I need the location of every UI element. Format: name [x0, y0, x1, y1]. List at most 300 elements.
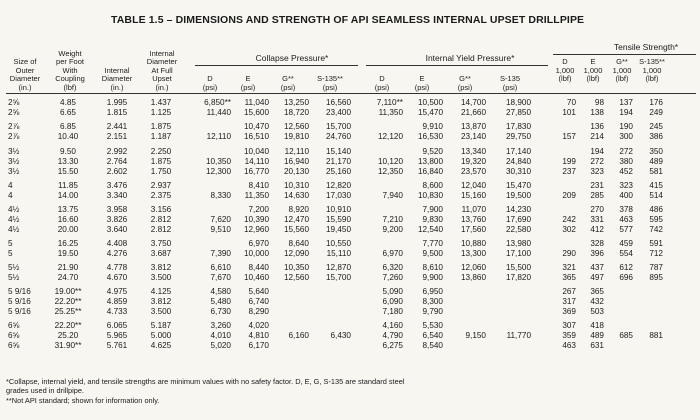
- cell-size: 5½: [8, 273, 20, 282]
- id-header-line: Internal: [104, 65, 130, 75]
- cell-yE: 9,910: [422, 122, 443, 131]
- cell-cE: 6,170: [248, 341, 269, 350]
- size-header-line: Outer: [15, 65, 35, 75]
- cell-tG: 190: [619, 122, 633, 131]
- cell-upset: 3.687: [150, 249, 172, 258]
- cell-cS: 21,170: [325, 157, 351, 166]
- footnote-1: *Collapse, internal yield, and tensile strengths are minimum values with no safety factor. D, E, G, S-135 are standard steel: [6, 377, 405, 386]
- tensile-col-header-1: (lbf): [586, 74, 600, 83]
- cell-size: 2⅞: [8, 122, 20, 131]
- cell-yE: 9,830: [422, 215, 443, 224]
- cell-id: 2.151: [106, 132, 128, 141]
- cell-cE: 11,350: [244, 191, 269, 200]
- cell-tG: 380: [619, 157, 633, 166]
- cell-cS: 23,400: [325, 108, 351, 117]
- cell-cE: 14,110: [244, 157, 269, 166]
- cell-tG: 300: [619, 132, 633, 141]
- cell-cE: 12,960: [243, 225, 269, 234]
- cell-tE: 285: [590, 191, 604, 200]
- cell-tS: 350: [649, 147, 663, 156]
- cell-tE: 418: [590, 321, 604, 330]
- cell-weight: 22.20**: [54, 321, 82, 330]
- cell-yE: 7,770: [422, 239, 443, 248]
- cell-tS: 245: [649, 122, 663, 131]
- cell-weight: 10.40: [57, 132, 79, 141]
- cell-yE: 5,530: [422, 321, 443, 330]
- cell-upset: 3.500: [150, 307, 172, 316]
- cell-id: 5.761: [106, 341, 128, 350]
- cell-tS: 489: [649, 157, 663, 166]
- yield-col-header-3: (psi): [502, 82, 518, 92]
- cell-size: 2⅝: [8, 108, 20, 117]
- cell-tG: 577: [619, 225, 633, 234]
- cell-tD: 242: [562, 215, 576, 224]
- cell-tG: 452: [619, 167, 633, 176]
- cell-cG: 20,130: [283, 167, 309, 176]
- tensile-col-header-1: 1,000: [583, 65, 603, 75]
- cell-yD: 5,090: [382, 287, 403, 296]
- cell-yG: 13,860: [460, 273, 486, 282]
- cell-yD: 4,790: [382, 331, 403, 340]
- cell-size: 5: [8, 249, 13, 258]
- cell-yD: 7,110**: [376, 98, 403, 107]
- cell-yD: 6,970: [382, 249, 403, 258]
- cell-size: 3½: [8, 167, 20, 176]
- internal-yield-header: Internal Yield Pressure*: [425, 53, 515, 63]
- collapse-col-header-1: (psi): [240, 82, 256, 92]
- cell-tS: 595: [649, 215, 663, 224]
- cell-size: 6⅝: [8, 331, 20, 340]
- tensile-col-header-2: 1,000: [612, 65, 632, 75]
- cell-yE: 12,540: [417, 225, 443, 234]
- cell-cD: 6,730: [210, 307, 231, 316]
- footnote-1-cont: grades used in drillpipe.: [6, 386, 85, 395]
- cell-cE: 10,470: [243, 122, 269, 131]
- id-header-line: Diameter: [101, 74, 133, 83]
- cell-yE: 8,540: [422, 341, 443, 350]
- yield-col-header-1: E: [419, 74, 425, 83]
- tensile-col-header-3: (lbf): [645, 74, 659, 83]
- size-header-line: (in.): [18, 82, 32, 92]
- cell-yE: 6,540: [422, 331, 443, 340]
- cell-cS: 12,820: [325, 181, 351, 190]
- collapse-col-header-2: G**: [282, 74, 294, 83]
- cell-weight: 4.85: [60, 98, 76, 107]
- weight-header-line: per Foot: [56, 57, 84, 66]
- collapse-col-header-2: (psi): [280, 82, 296, 92]
- cell-id: 4.408: [106, 239, 128, 248]
- cell-yG: 13,760: [460, 215, 486, 224]
- cell-weight: 13.75: [57, 205, 79, 214]
- cell-cE: 16,770: [243, 167, 269, 176]
- cell-yD: 7,180: [382, 307, 403, 316]
- cell-yS: 18,900: [505, 98, 531, 107]
- collapse-col-header-3: S-135**: [317, 74, 343, 83]
- cell-cG: 8,920: [288, 205, 309, 214]
- cell-cE: 11,040: [244, 98, 269, 107]
- cell-cG: 13,250: [283, 98, 309, 107]
- cell-weight: 31.90**: [54, 341, 82, 350]
- cell-id: 3.640: [106, 225, 128, 234]
- cell-size: 4: [8, 181, 13, 190]
- cell-cS: 25,160: [325, 167, 351, 176]
- cell-weight: 11.85: [58, 181, 78, 190]
- cell-id: 1.995: [106, 98, 128, 107]
- cell-weight: 16.25: [57, 239, 79, 248]
- cell-yG: 15,160: [460, 191, 486, 200]
- cell-tE: 272: [590, 157, 604, 166]
- cell-yE: 6,950: [422, 287, 443, 296]
- cell-tS: 591: [649, 239, 663, 248]
- cell-tD: 317: [562, 297, 576, 306]
- cell-size: 5 9/16: [8, 307, 31, 316]
- cell-cE: 10,390: [243, 215, 269, 224]
- cell-yE: 8,610: [422, 263, 443, 272]
- cell-cE: 8,410: [248, 181, 269, 190]
- cell-cS: 12,870: [325, 263, 351, 272]
- tensile-col-header-2: (lbf): [615, 74, 629, 83]
- cell-tE: 270: [590, 205, 604, 214]
- cell-weight: 6.65: [60, 108, 76, 117]
- cell-yG: 14,700: [460, 98, 486, 107]
- cell-tS: 895: [649, 273, 663, 282]
- cell-tS: 486: [649, 205, 663, 214]
- cell-weight: 20.00: [57, 225, 79, 234]
- cell-cE: 4,810: [248, 331, 269, 340]
- cell-weight: 24.70: [57, 273, 79, 282]
- cell-id: 4.975: [106, 287, 128, 296]
- cell-tS: 742: [649, 225, 663, 234]
- cell-cE: 16,510: [243, 132, 269, 141]
- cell-id: 3.476: [106, 181, 128, 190]
- cell-id: 4.859: [106, 297, 128, 306]
- cell-tG: 554: [619, 249, 633, 258]
- cell-yE: 8,600: [422, 181, 443, 190]
- cell-id: 4.733: [106, 307, 128, 316]
- cell-yE: 16,840: [417, 167, 443, 176]
- cell-tD: 290: [562, 249, 576, 258]
- cell-id: 2.992: [106, 147, 128, 156]
- cell-upset: 3.500: [150, 273, 172, 282]
- cell-tE: 138: [590, 108, 604, 117]
- cell-id: 1.815: [106, 108, 128, 117]
- cell-cE: 10,000: [243, 249, 269, 258]
- cell-yE: 8,300: [422, 297, 443, 306]
- cell-size: 5 9/16: [8, 287, 31, 296]
- upset-header-line: Upset: [152, 74, 172, 83]
- yield-col-header-0: D: [379, 74, 385, 83]
- cell-upset: 4.625: [150, 341, 172, 350]
- cell-tE: 194: [590, 147, 604, 156]
- cell-tS: 249: [649, 108, 663, 117]
- cell-tG: 137: [619, 98, 633, 107]
- cell-tS: 712: [649, 249, 663, 258]
- cell-tG: 378: [619, 205, 633, 214]
- cell-cG: 12,110: [284, 147, 309, 156]
- cell-size: 4½: [8, 215, 20, 224]
- collapse-col-header-1: E: [245, 74, 251, 83]
- cell-cG: 6,160: [288, 331, 309, 340]
- cell-cD: 7,390: [210, 249, 231, 258]
- upset-header-line: Internal: [149, 48, 175, 58]
- collapse-col-header-0: (psi): [202, 82, 218, 92]
- cell-yE: 10,500: [417, 98, 443, 107]
- cell-yG: 10,880: [460, 239, 486, 248]
- tensile-col-header-0: (lbf): [558, 74, 572, 83]
- cell-cG: 12,560: [283, 273, 309, 282]
- cell-size: 4: [8, 191, 13, 200]
- cell-yE: 13,800: [417, 157, 443, 166]
- cell-tS: 787: [649, 263, 663, 272]
- cell-tD: 359: [562, 331, 576, 340]
- cell-tD: 307: [562, 321, 576, 330]
- cell-weight: 25.20: [57, 331, 79, 340]
- cell-yG: 12,060: [460, 263, 486, 272]
- cell-cG: 18,720: [283, 108, 309, 117]
- cell-yD: 9,200: [382, 225, 403, 234]
- cell-upset: 1.750: [150, 167, 172, 176]
- cell-tG: 323: [619, 181, 633, 190]
- cell-id: 4.670: [106, 273, 128, 282]
- cell-cS: 17,030: [325, 191, 351, 200]
- cell-tD: 157: [562, 132, 576, 141]
- cell-tG: 459: [619, 239, 633, 248]
- cell-yS: 17,690: [505, 215, 531, 224]
- cell-size: 6⅝: [8, 321, 20, 330]
- cell-upset: 1.187: [150, 132, 172, 141]
- cell-cE: 8,440: [248, 263, 269, 272]
- cell-cD: 5,020: [210, 341, 231, 350]
- cell-size: 2⅞: [8, 132, 20, 141]
- cell-upset: 3.812: [150, 263, 172, 272]
- cell-size: 4½: [8, 225, 20, 234]
- cell-size: 4½: [8, 205, 20, 214]
- cell-yS: 13,980: [505, 239, 531, 248]
- cell-tS: 415: [649, 181, 663, 190]
- cell-yS: 22,580: [505, 225, 531, 234]
- tensile-col-header-0: D: [562, 57, 568, 66]
- cell-yS: 17,830: [505, 122, 531, 131]
- cell-weight: 16.60: [57, 215, 79, 224]
- cell-yD: 6,320: [382, 263, 403, 272]
- cell-yE: 7,900: [422, 205, 443, 214]
- cell-id: 3.958: [106, 205, 128, 214]
- cell-cS: 19,450: [325, 225, 351, 234]
- cell-cS: 15,140: [325, 147, 351, 156]
- cell-upset: 2.375: [150, 191, 172, 200]
- cell-tE: 437: [590, 263, 604, 272]
- cell-cD: 6,610: [210, 263, 231, 272]
- cell-yE: 10,830: [417, 191, 443, 200]
- tensile-col-header-1: E: [590, 57, 596, 66]
- cell-tS: 386: [649, 132, 663, 141]
- cell-yG: 17,560: [460, 225, 486, 234]
- cell-upset: 3.750: [150, 239, 172, 248]
- cell-cS: 15,590: [325, 215, 351, 224]
- cell-upset: 5.187: [150, 321, 172, 330]
- cell-tG: 612: [619, 263, 633, 272]
- cell-weight: 9.50: [60, 147, 76, 156]
- cell-upset: 5.000: [150, 331, 172, 340]
- cell-cD: 11,440: [206, 108, 231, 117]
- cell-cD: 9,510: [210, 225, 231, 234]
- cell-weight: 14.00: [57, 191, 79, 200]
- cell-tE: 631: [590, 341, 604, 350]
- cell-tD: 101: [562, 108, 576, 117]
- cell-cS: 15,700: [325, 273, 351, 282]
- cell-weight: 25.25**: [54, 307, 82, 316]
- cell-tD: 70: [566, 98, 576, 107]
- cell-tD: 302: [562, 225, 576, 234]
- cell-yS: 27,850: [505, 108, 531, 117]
- cell-weight: 22.20**: [54, 297, 82, 306]
- cell-weight: 19.00**: [54, 287, 82, 296]
- cell-tS: 881: [649, 331, 663, 340]
- upset-header-line: (in.): [155, 82, 169, 92]
- cell-weight: 19.50: [57, 249, 79, 258]
- cell-yE: 9,900: [422, 273, 443, 282]
- cell-weight: 13.30: [57, 157, 79, 166]
- cell-cS: 16,560: [325, 98, 351, 107]
- cell-id: 5.965: [106, 331, 128, 340]
- cell-tE: 323: [590, 167, 604, 176]
- table-title: TABLE 1.5 – DIMENSIONS AND STRENGTH OF API SEAMLESS INTERNAL UPSET DRILLPIPE: [111, 14, 585, 26]
- cell-cD: 7,620: [210, 215, 231, 224]
- cell-yD: 7,260: [382, 273, 403, 282]
- cell-yG: 23,570: [460, 167, 486, 176]
- cell-cE: 6,970: [248, 239, 269, 248]
- cell-yD: 4,160: [382, 321, 403, 330]
- cell-upset: 1.437: [150, 98, 172, 107]
- cell-yE: 9,500: [422, 249, 443, 258]
- cell-yS: 14,230: [505, 205, 531, 214]
- tensile-col-header-0: 1,000: [555, 65, 575, 75]
- cell-id: 4.778: [106, 263, 128, 272]
- cell-id: 4.276: [106, 249, 128, 258]
- cell-cE: 10,460: [243, 273, 269, 282]
- cell-yD: 11,350: [378, 108, 403, 117]
- size-header-line: Diameter: [9, 74, 41, 83]
- cell-cD: 7,670: [210, 273, 231, 282]
- cell-yG: 13,870: [460, 122, 486, 131]
- tensile-col-header-3: 1,000: [642, 65, 662, 75]
- upset-header-line: Diameter: [146, 57, 178, 66]
- cell-tE: 503: [590, 307, 604, 316]
- cell-id: 2.441: [106, 122, 128, 131]
- cell-tE: 331: [590, 215, 604, 224]
- cell-tG: 194: [619, 108, 633, 117]
- cell-tE: 412: [590, 225, 604, 234]
- weight-header-line: Coupling: [55, 74, 85, 83]
- footnote-2: **Not API standard; shown for information only.: [6, 396, 160, 405]
- cell-yG: 19,320: [460, 157, 486, 166]
- cell-tD: 321: [562, 263, 576, 272]
- cell-tG: 400: [619, 191, 633, 200]
- cell-cE: 5,640: [248, 287, 269, 296]
- cell-yD: 6,275: [382, 341, 403, 350]
- cell-id: 3.826: [106, 215, 128, 224]
- cell-upset: 3.156: [150, 205, 172, 214]
- upset-header-line: At Full: [151, 65, 173, 75]
- weight-header-line: (lbf): [63, 82, 77, 92]
- weight-header-line: With: [62, 65, 78, 75]
- cell-tE: 328: [590, 239, 604, 248]
- cell-yS: 24,840: [505, 157, 531, 166]
- cell-tG: 463: [619, 215, 633, 224]
- yield-col-header-2: G**: [459, 74, 471, 83]
- cell-tE: 136: [590, 122, 604, 131]
- cell-yG: 13,300: [460, 249, 486, 258]
- cell-yS: 19,500: [505, 191, 531, 200]
- cell-yE: 9,790: [422, 307, 443, 316]
- cell-yS: 15,470: [505, 181, 531, 190]
- tensile-strength-header: Tensile Strength*: [613, 42, 679, 52]
- cell-upset: 4.125: [150, 287, 172, 296]
- cell-id: 2.602: [106, 167, 128, 176]
- cell-yG: 9,150: [465, 331, 486, 340]
- yield-col-header-2: (psi): [457, 82, 473, 92]
- cell-cG: 15,560: [283, 225, 309, 234]
- tensile-col-header-3: S-135**: [639, 57, 665, 66]
- cell-upset: 1.875: [150, 157, 172, 166]
- cell-upset: 2.812: [150, 225, 172, 234]
- cell-tD: 237: [562, 167, 576, 176]
- cell-cD: 4,010: [210, 331, 231, 340]
- cell-cS: 15,700: [325, 122, 351, 131]
- cell-weight: 15.50: [57, 167, 79, 176]
- cell-cG: 8,640: [288, 239, 309, 248]
- yield-col-header-3: S-135: [499, 74, 520, 83]
- cell-cG: 10,310: [283, 181, 309, 190]
- cell-size: 3½: [8, 147, 20, 156]
- cell-upset: 2.812: [150, 215, 172, 224]
- cell-tD: 267: [562, 287, 576, 296]
- cell-upset: 2.250: [150, 147, 172, 156]
- cell-tS: 176: [649, 98, 663, 107]
- cell-cS: 24,760: [325, 132, 351, 141]
- size-header-line: Size of: [13, 57, 37, 66]
- cell-cG: 12,560: [283, 122, 309, 131]
- cell-cE: 8,290: [248, 307, 269, 316]
- cell-cE: 6,740: [248, 297, 269, 306]
- cell-cD: 12,110: [206, 132, 231, 141]
- cell-upset: 1.125: [150, 108, 172, 117]
- cell-yD: 12,120: [377, 132, 403, 141]
- cell-cE: 7,200: [248, 205, 269, 214]
- cell-cD: 10,350: [205, 157, 231, 166]
- cell-id: 3.340: [106, 191, 128, 200]
- cell-cG: 10,350: [283, 263, 309, 272]
- cell-cG: 12,470: [283, 215, 309, 224]
- cell-tE: 432: [590, 297, 604, 306]
- cell-tS: 581: [649, 167, 663, 176]
- cell-tE: 497: [590, 273, 604, 282]
- cell-weight: 6.85: [60, 122, 76, 131]
- cell-tG: 696: [619, 273, 633, 282]
- cell-tD: 369: [562, 307, 576, 316]
- cell-yD: 12,350: [377, 167, 403, 176]
- cell-cS: 6,430: [330, 331, 351, 340]
- cell-yG: 12,040: [460, 181, 486, 190]
- cell-yD: 6,090: [382, 297, 403, 306]
- cell-tE: 98: [594, 98, 604, 107]
- cell-tE: 365: [590, 287, 604, 296]
- cell-tE: 214: [590, 132, 604, 141]
- cell-tS: 514: [649, 191, 663, 200]
- cell-weight: 21.90: [57, 263, 79, 272]
- cell-id: 2.764: [106, 157, 128, 166]
- cell-yS: 17,820: [505, 273, 531, 282]
